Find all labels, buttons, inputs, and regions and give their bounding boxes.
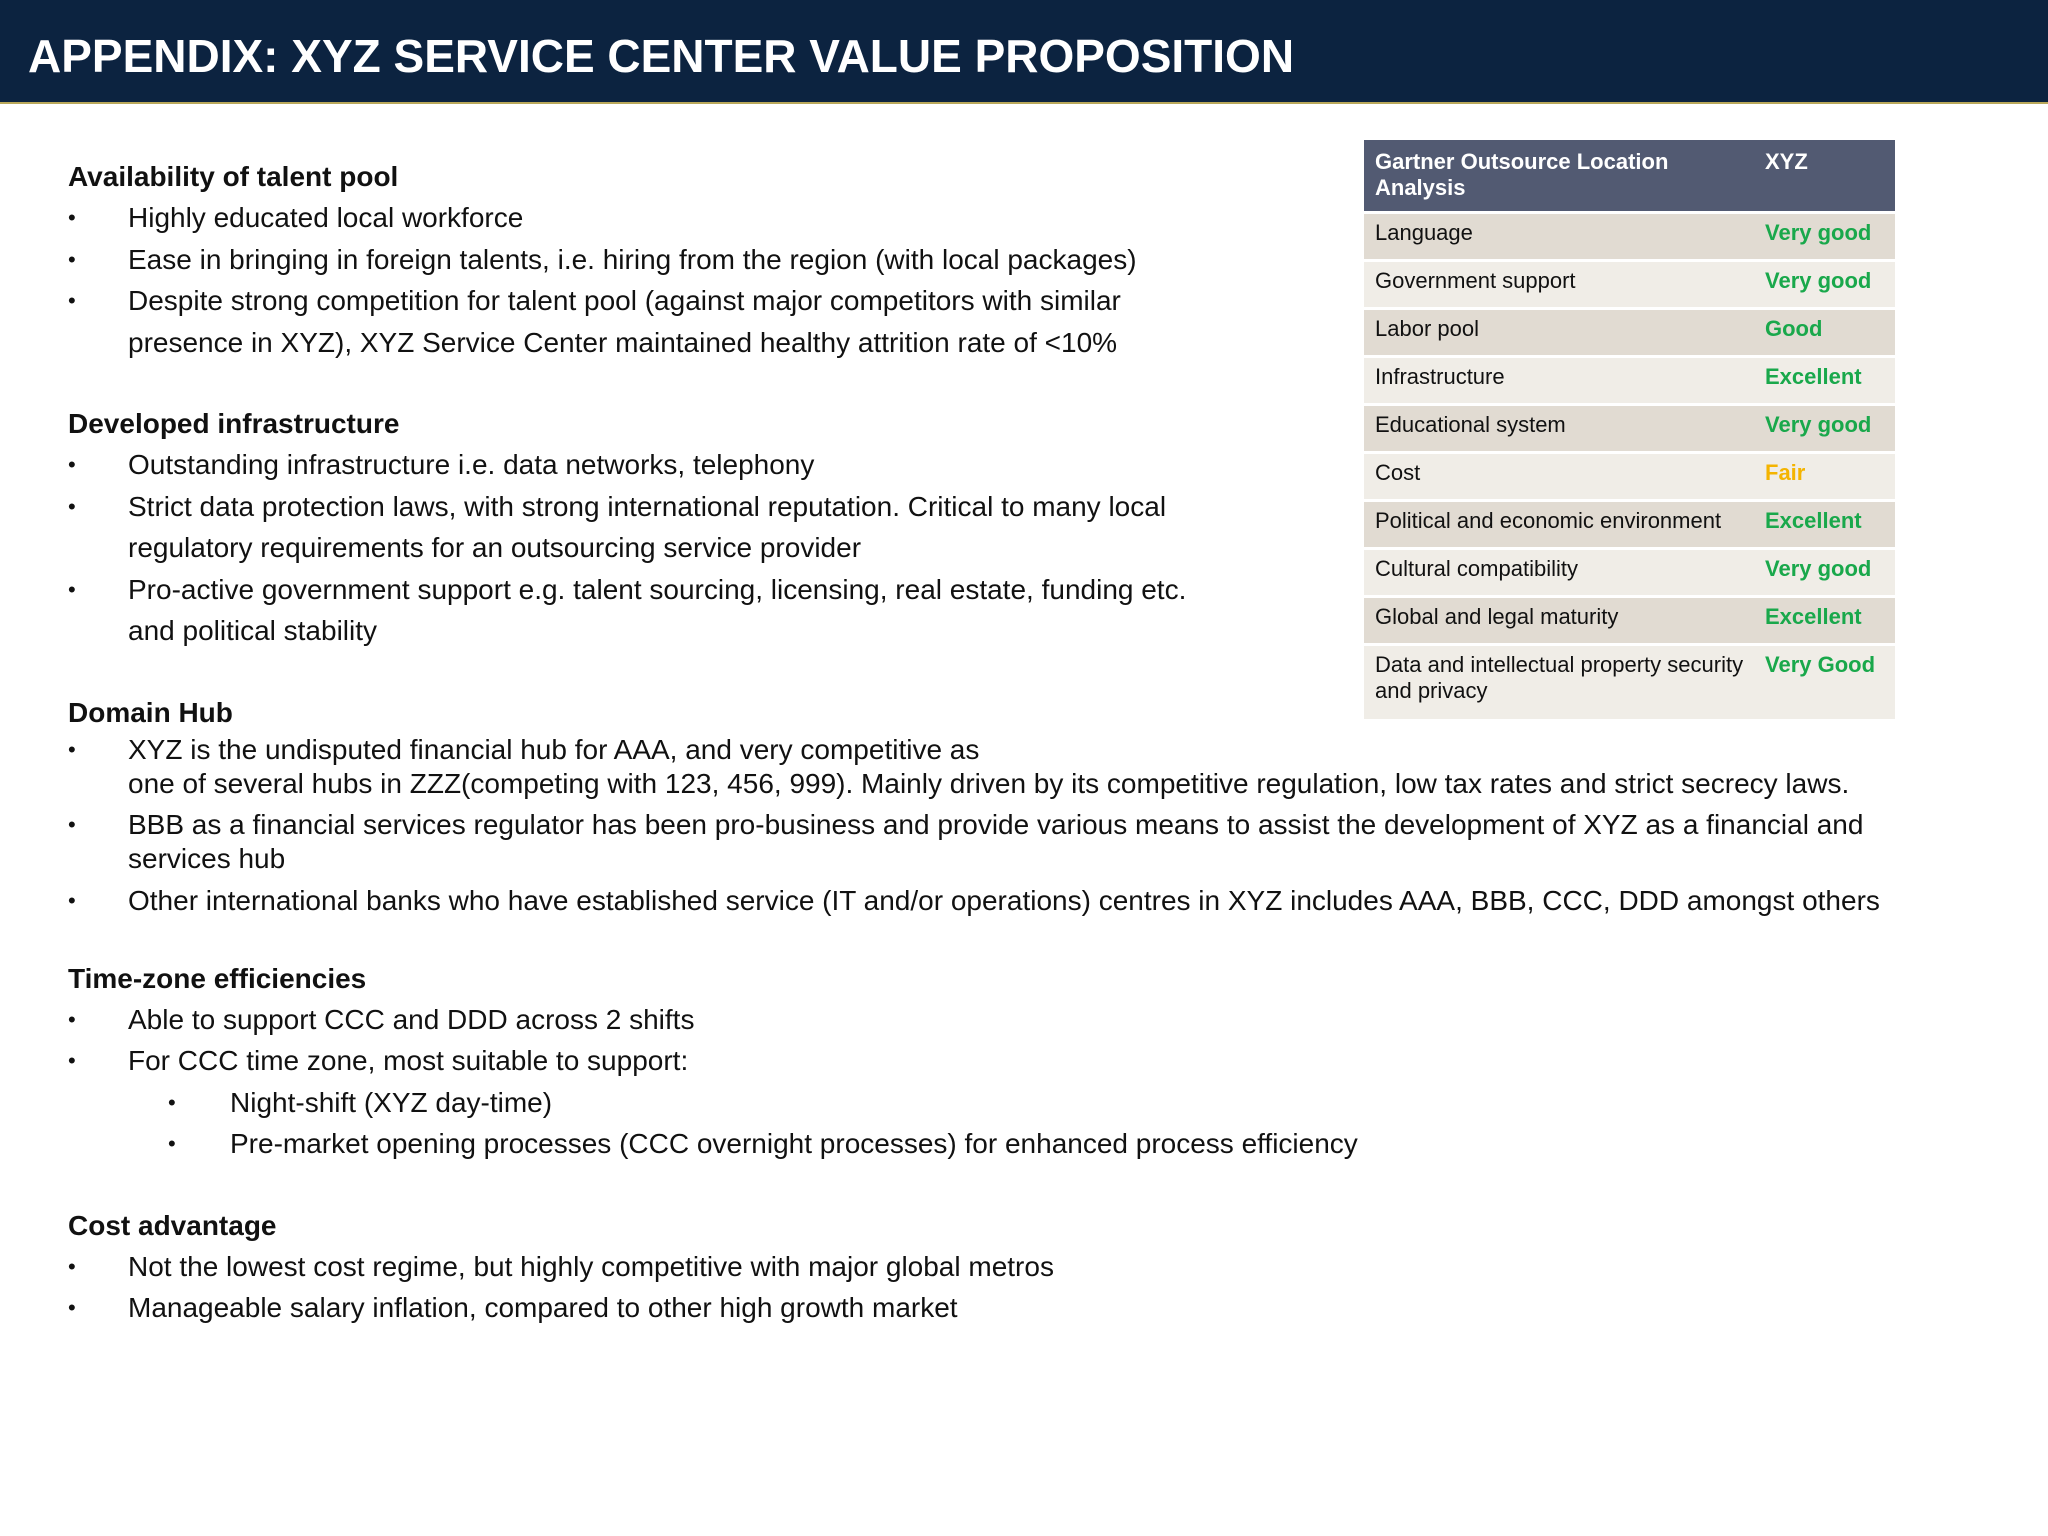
rating-cell: Excellent — [1754, 357, 1895, 405]
section-talent-pool — [68, 157, 1228, 363]
criterion-cell: Global and legal maturity — [1364, 597, 1754, 645]
bullet-item: • For CCC time zone, most suitable to support: — [68, 1040, 1908, 1082]
bullet-text-continued: one of several hubs in ZZZ(competing with 123, 456, 999). Mainly driven by its competitive regulation, low tax rates and strict secrecy laws. — [128, 767, 1850, 799]
table-row — [1364, 405, 1895, 453]
bullet-list — [68, 197, 1228, 363]
bullet-list — [68, 1246, 1908, 1329]
gartner-table-container — [1364, 140, 1895, 719]
section-time-zone — [68, 959, 1908, 1165]
bullet-list — [68, 733, 1908, 918]
section-title: Cost advantage — [68, 1209, 277, 1241]
criterion-cell: Cultural compatibility — [1364, 549, 1754, 597]
sub-bullet-item: • Night-shift (XYZ day-time) — [68, 1082, 1908, 1124]
section-cost-advantage — [68, 1206, 1908, 1329]
table-header-criterion: Gartner Outsource Location Analysis — [1364, 140, 1754, 213]
table-row — [1364, 261, 1895, 309]
gartner-rating-table — [1364, 140, 1895, 719]
bullet-text: XYZ is the undisputed financial hub for AAA, and very competitive as — [128, 733, 980, 765]
bullet-item: • Outstanding infrastructure i.e. data networks, telephony — [68, 444, 1228, 486]
table-row — [1364, 357, 1895, 405]
title-bar — [0, 0, 2048, 104]
criterion-cell: Cost — [1364, 453, 1754, 501]
table-row — [1364, 213, 1895, 261]
rating-cell: Excellent — [1754, 501, 1895, 549]
bullet-item: • Other international banks who have established service (IT and/or operations) centres in XYZ includes AAA, BBB, CCC, DDD amongst others — [68, 884, 1908, 918]
criterion-cell: Data and intellectual property security and privacy — [1364, 645, 1754, 719]
sub-bullet-list — [68, 1082, 1908, 1165]
table-header-location: XYZ — [1754, 140, 1895, 213]
rating-cell: Very good — [1754, 549, 1895, 597]
section-title: Time-zone efficiencies — [68, 962, 367, 994]
bullet-item: • Ease in bringing in foreign talents, i.e. hiring from the region (with local packages) — [68, 239, 1228, 281]
bullet-list — [68, 444, 1228, 652]
bullet-item: • Despite strong competition for talent pool (against major competitors with similar presence in XYZ), XYZ Service Center maintained healthy attrition rate of <10% — [68, 280, 1228, 363]
bullet-item: • Not the lowest cost regime, but highly competitive with major global metros — [68, 1246, 1908, 1288]
bullet-list — [68, 999, 1908, 1082]
rating-cell: Good — [1754, 309, 1895, 357]
section-title: Developed infrastructure — [68, 408, 400, 439]
bullet-item: • Pro-active government support e.g. talent sourcing, licensing, real estate, funding etc. and political stability — [68, 569, 1228, 652]
bullet-item: • Strict data protection laws, with strong international reputation. Critical to many local regulatory requirements for an outsourcing service provider — [68, 486, 1228, 569]
table-row — [1364, 645, 1895, 719]
table-header-row — [1364, 140, 1895, 213]
page-title: APPENDIX: XYZ SERVICE CENTER VALUE PROPOSITION — [28, 30, 1295, 82]
rating-cell: Very good — [1754, 261, 1895, 309]
criterion-cell: Language — [1364, 213, 1754, 261]
bullet-item: • Highly educated local workforce — [68, 197, 1228, 239]
table-row — [1364, 309, 1895, 357]
rating-cell: Very good — [1754, 405, 1895, 453]
section-title: Availability of talent pool — [68, 161, 399, 192]
rating-cell: Excellent — [1754, 597, 1895, 645]
table-row — [1364, 597, 1895, 645]
table-row — [1364, 453, 1895, 501]
rating-cell: Very Good — [1754, 645, 1895, 719]
criterion-cell: Labor pool — [1364, 309, 1754, 357]
section-infrastructure — [68, 404, 1228, 652]
bullet-item: • Able to support CCC and DDD across 2 shifts — [68, 999, 1908, 1041]
bullet-item: • BBB as a financial services regulator has been pro-business and provide various means to assist the development of XYZ as a financial and services hub — [68, 808, 1908, 876]
rating-cell: Fair — [1754, 453, 1895, 501]
criterion-cell: Government support — [1364, 261, 1754, 309]
table-row — [1364, 549, 1895, 597]
criterion-cell: Political and economic environment — [1364, 501, 1754, 549]
criterion-cell: Infrastructure — [1364, 357, 1754, 405]
rating-cell: Very good — [1754, 213, 1895, 261]
sub-bullet-item: • Pre-market opening processes (CCC overnight processes) for enhanced process efficiency — [68, 1123, 1908, 1165]
criterion-cell: Educational system — [1364, 405, 1754, 453]
section-title: Domain Hub — [68, 696, 233, 728]
bullet-item: • Manageable salary inflation, compared to other high growth market — [68, 1287, 1908, 1329]
section-domain-hub — [68, 693, 1908, 918]
table-row — [1364, 501, 1895, 549]
bullet-item — [68, 733, 1908, 801]
